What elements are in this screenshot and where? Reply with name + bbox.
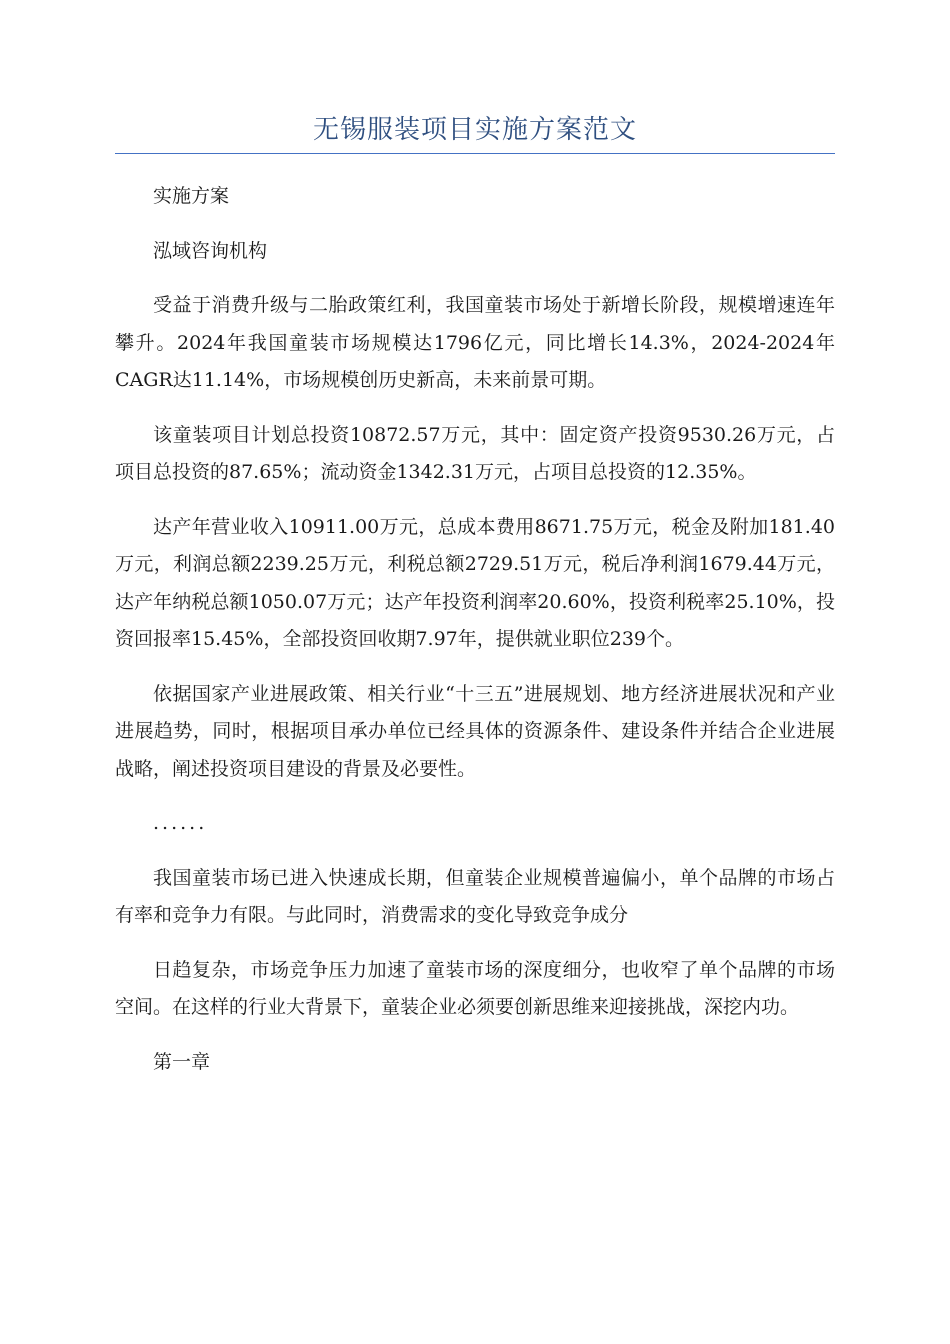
paragraph-investment: 该童装项目计划总投资10872.57万元，其中：固定资产投资9530.26万元，占项目总投资的87.65%；流动资金1342.31万元，占项目总投资的12.35%。: [115, 423, 835, 483]
author-line: 泓域咨询机构: [153, 239, 268, 262]
chapter-heading: 第一章: [153, 1050, 211, 1073]
document-title: 无锡服装项目实施方案范文: [312, 115, 637, 145]
document-body: [115, 178, 835, 1098]
paragraph-competition: 我国童装市场已进入快速成长期，但童装企业规模普遍偏小，单个品牌的市场占有率和竞争力有限。与此同时，消费需求的变化导致竞争成分: [115, 866, 835, 926]
paragraph-market: 受益于消费升级与二胎政策红利，我国童装市场处于新增长阶段，规模增速连年攀升。2024年我国童装市场规模达1796亿元，同比增长14.3%，2024-2024年CAGR达11.14%，市场规模创历史新高，未来前景可期。: [115, 294, 835, 391]
ellipsis: ......: [153, 812, 208, 834]
title-underline: [115, 153, 835, 154]
section-label: 实施方案: [153, 185, 230, 207]
paragraph-complexity: 日趋复杂，市场竞争压力加速了童装市场的深度细分，也收窄了单个品牌的市场空间。在这样的行业大背景下，童装企业必须要创新思维来迎接挑战，深挖内功。: [115, 958, 835, 1018]
paragraph-financials: 达产年营业收入10911.00万元，总成本费用8671.75万元，税金及附加181.40万元，利润总额2239.25万元，利税总额2729.51万元，税后净利润1679.44万元，达产年纳税总额1050.07万元；达产年投资利润率20.60%，投资利税率25.10%，投资回报率15.45%，全部投资回收期7.97年，提供就业职位239个。: [115, 515, 835, 650]
paragraph-policy: 依据国家产业进展政策、相关行业“十三五”进展规划、地方经济进展状况和产业进展趋势，同时，根据项目承办单位已经具体的资源条件、建设条件并结合企业进展战略，阐述投资项目建设的背景及必要性。: [115, 682, 835, 780]
